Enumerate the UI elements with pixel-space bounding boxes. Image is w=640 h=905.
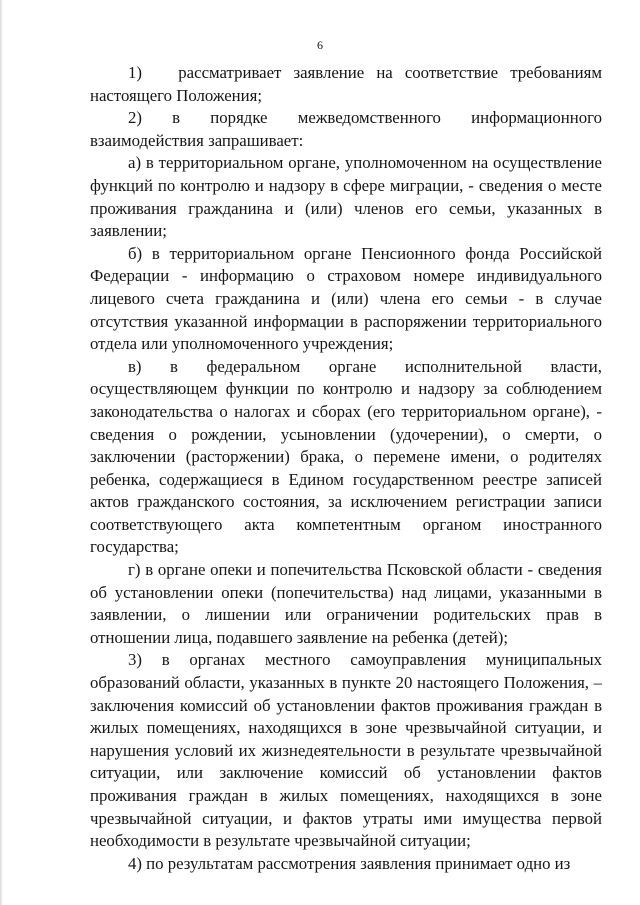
paragraph-subitem-v: в) в федеральном органе исполнительной власти, осуществляющем функции по контролю и надзору за соблюдением законодательства о налогах и сборах (его территориальном органе), - сведения о рождении, усыновлении (удочерении), о смерти, о заключении (расторжении) брака, о перемене имени, о родителях ребенка, содержащиеся в Едином государственном реестре записей актов гражданского состояния, за исключением регистрации записи соответствующего акта компетентным органом иностранного государства; xyxy=(90,356,602,557)
page-number: 6 xyxy=(317,38,323,52)
paragraph-item-2: 2) в порядке межведомственного информационного взаимодействия запрашивает: xyxy=(90,108,602,150)
paragraph-item-4: 4) по результатам рассмотрения заявления принимает одно из xyxy=(128,853,571,873)
page-edge-shadow xyxy=(0,0,3,905)
paragraph-item-3: 3) в органах местного самоуправления муниципальных образований области, указанных в пункте 20 настоящего Положения, – заключения комиссий об установлении фактов проживания граждан в жилых помещениях, находящихся в зоне чрезвычайной ситуации, и нарушения условий их жизнедеятельности в результате чрезвычайной ситуации, или заключение комиссий об установлении фактов проживания граждан в жилых помещениях, находящихся в зоне чрезвычайной ситуации, и фактов утраты ими имущества первой необходимости в результате чрезвычайной ситуации; xyxy=(90,650,602,851)
paragraph-subitem-b: б) в территориальном органе Пенсионного фонда Российской Федерации - информацию о страховом номере индивидуального лицевого счета гражданина и (или) члена его семьи - в случае отсутствия указанной информации в распоряжении территориального отдела или уполномоченного учреждения; xyxy=(90,243,602,354)
document-body xyxy=(90,62,602,875)
paragraph-subitem-g: г) в органе опеки и попечительства Псковской области - сведения об установлении опеки (попечительства) над лицами, указанными в заявлении, о лишении или ограничении родительских прав в отношении лица, подавшего заявление на ребенка (детей); xyxy=(90,560,602,647)
paragraph-item-1: 1) рассматривает заявление на соответствие требованиям настоящего Положения; xyxy=(90,63,602,105)
paragraph-subitem-a: а) в территориальном органе, уполномоченном на осуществление функций по контролю и надзору в сфере миграции, - сведения о месте проживания гражданина и (или) членов его семьи, указанных в заявлении; xyxy=(90,153,602,241)
